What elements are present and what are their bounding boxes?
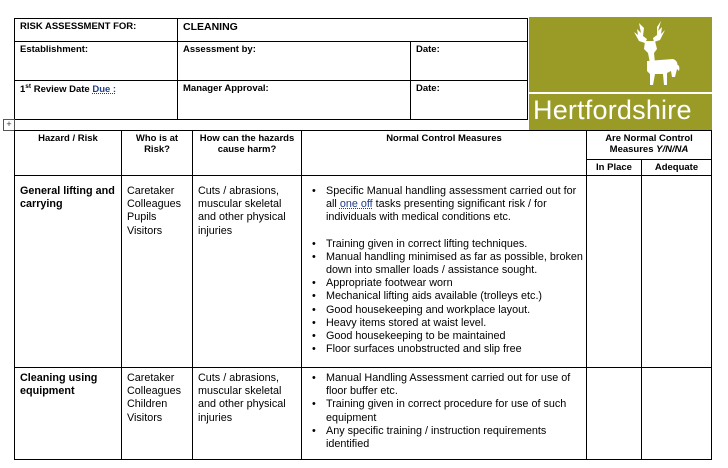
hazard-cell: Cleaning using equipment	[15, 368, 122, 460]
in-place-cell[interactable]	[587, 176, 642, 368]
risk-assessment-label: RISK ASSESSMENT FOR:	[14, 18, 178, 42]
control-item: • Any specific training / instruction requirements identified	[326, 425, 586, 451]
table-row	[15, 176, 712, 368]
logo-divider	[529, 92, 712, 94]
control-item: • Appropriate footwear worn	[326, 277, 586, 290]
column-controls: Normal Control Measures	[302, 131, 587, 176]
stag-icon	[617, 19, 687, 91]
adequate-cell[interactable]	[642, 368, 712, 460]
controls-cell	[302, 176, 587, 368]
review-date-field[interactable]: 1st Review Date Due :	[14, 80, 178, 120]
column-hazard: Hazard / Risk	[15, 131, 122, 176]
risk-assessment-value: CLEANING	[177, 18, 528, 42]
control-item: • Mechanical lifting aids available (trolleys etc.)	[326, 290, 586, 303]
due-link: Due :	[92, 84, 117, 96]
control-item: • Specific Manual handling assessment carried out for all one off tasks presenting significant risk / for individuals with medical conditions etc.	[326, 185, 586, 225]
control-item: • Heavy items stored at waist level.	[326, 317, 586, 330]
how-cell: Cuts / abrasions, muscular skeletal and other physical injuries	[193, 368, 302, 460]
hazard-cell: General lifting and carrying	[15, 176, 122, 368]
establishment-field[interactable]: Establishment:	[14, 41, 178, 81]
control-item: • Training given in correct procedure for use of such equipment	[326, 398, 586, 424]
adequate-cell[interactable]	[642, 176, 712, 368]
control-item: • Good housekeeping to be maintained	[326, 330, 586, 343]
table-move-handle[interactable]: +	[3, 119, 15, 131]
controls-cell	[302, 368, 587, 460]
who-cell: Caretaker Colleagues Pupils Visitors	[122, 176, 193, 368]
column-who: Who is at Risk?	[122, 131, 193, 176]
control-item: • Good housekeeping and workplace layout.	[326, 304, 586, 317]
logo-text: Hertfordshire	[533, 95, 692, 125]
column-are-normal: Are Normal Control Measures Y/N/NA	[587, 131, 712, 160]
column-how: How can the hazards cause harm?	[193, 131, 302, 176]
in-place-cell[interactable]	[587, 368, 642, 460]
control-item: • Manual Handling Assessment carried out for use of floor buffer etc.	[326, 372, 586, 398]
how-cell: Cuts / abrasions, muscular skeletal and other physical injuries	[193, 176, 302, 368]
date-field-1[interactable]: Date:	[410, 41, 528, 81]
assessment-by-field[interactable]: Assessment by:	[177, 41, 411, 81]
table-row	[15, 368, 712, 460]
column-in-place: In Place	[587, 160, 642, 176]
date-field-2[interactable]: Date:	[410, 80, 528, 120]
manager-approval-field[interactable]: Manager Approval:	[177, 80, 411, 120]
control-item: • Manual handling minimised as far as possible, broken down into smaller loads / assistance sought.	[326, 251, 586, 277]
control-item: • Training given in correct lifting techniques.	[326, 238, 586, 251]
who-cell: Caretaker Colleagues Children Visitors	[122, 368, 193, 460]
control-item: • Floor surfaces unobstructed and slip free	[326, 343, 586, 356]
risk-table	[14, 130, 712, 460]
column-adequate: Adequate	[642, 160, 712, 176]
hertfordshire-logo	[529, 17, 712, 130]
